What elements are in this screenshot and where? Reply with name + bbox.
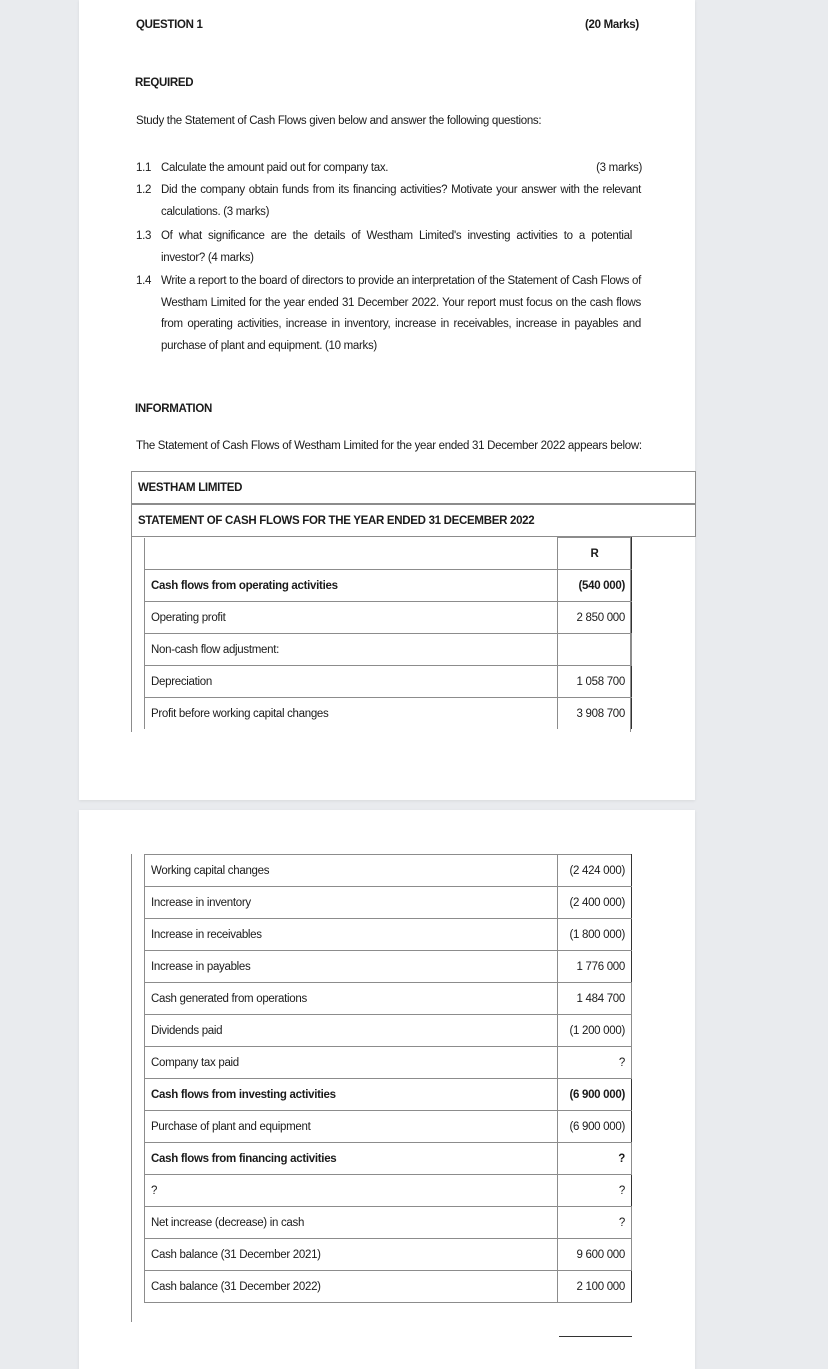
question-item-1-1: 1.1 Calculate the amount paid out for company tax. (3 marks) <box>136 158 641 180</box>
currency-header: R <box>558 538 632 570</box>
information-intro: The Statement of Cash Flows of Westham Limited for the year ended 31 December 2022 appears below: <box>136 440 642 452</box>
question-marks: (20 Marks) <box>585 19 639 31</box>
table-row: Dividends paid (1 200 000) <box>145 1015 632 1047</box>
table-row: Cash flows from investing activities (6 900 000) <box>145 1079 632 1111</box>
document-page-1 <box>79 0 695 800</box>
instruction-text: Study the Statement of Cash Flows given below and answer the following questions: <box>136 115 542 127</box>
company-name: WESTHAM LIMITED <box>138 482 243 494</box>
total-double-underline <box>559 1336 632 1337</box>
question-item-1-2: 1.2 Did the company obtain funds from its financing activities? Motivate your answer with the relevant calculations. (3 marks) <box>136 184 641 218</box>
table-row: Depreciation 1 058 700 <box>145 666 632 698</box>
cash-flow-table-part-1 <box>144 537 632 729</box>
table-row: Increase in payables 1 776 000 <box>145 951 632 983</box>
table-row: Non-cash flow adjustment: <box>145 634 632 666</box>
table-row: Cash flows from financing activities ? <box>145 1143 632 1175</box>
question-item-1-3: 1.3 Of what significance are the details of Westham Limited's investing activities to a potential investor? (4 marks) <box>136 230 632 264</box>
document-page-2 <box>79 810 695 1369</box>
table-row: Company tax paid ? <box>145 1047 632 1079</box>
table-row: Cash balance (31 December 2021) 9 600 000 <box>145 1239 632 1271</box>
question-title: QUESTION 1 <box>136 19 203 31</box>
table-row: ? ? <box>145 1175 632 1207</box>
table-row: Net increase (decrease) in cash ? <box>145 1207 632 1239</box>
information-heading: INFORMATION <box>135 403 212 415</box>
question-item-1-1-marks: (3 marks) <box>596 162 642 174</box>
table-row: Working capital changes (2 424 000) <box>145 855 632 887</box>
table-row: Increase in receivables (1 800 000) <box>145 919 632 951</box>
table-row: Cash generated from operations 1 484 700 <box>145 983 632 1015</box>
statement-title-box <box>131 504 696 537</box>
table-row: Cash balance (31 December 2022) 2 100 000 <box>145 1271 632 1303</box>
table-row: Profit before working capital changes 3 908 700 <box>145 698 632 730</box>
company-name-box <box>131 471 696 504</box>
required-heading: REQUIRED <box>135 77 194 89</box>
table-row: Increase in inventory (2 400 000) <box>145 887 632 919</box>
table-row: Operating profit 2 850 000 <box>145 602 632 634</box>
statement-title: STATEMENT OF CASH FLOWS FOR THE YEAR ENDED 31 DECEMBER 2022 <box>138 515 535 527</box>
cash-flow-table-part-2 <box>144 854 632 1303</box>
table-row: Purchase of plant and equipment (6 900 000) <box>145 1111 632 1143</box>
question-item-1-4: 1.4 Write a report to the board of directors to provide an interpretation of the Statement of Cash Flows of Westham Limited for the year ended 31 December 2022. Your report must focus on the cash flows from operating activities, increase in inventory, increase in receivables, increase in payables and purchase of plant and equipment. (10 marks) <box>136 275 641 352</box>
table-row: Cash flows from operating activities (540 000) <box>145 570 632 602</box>
